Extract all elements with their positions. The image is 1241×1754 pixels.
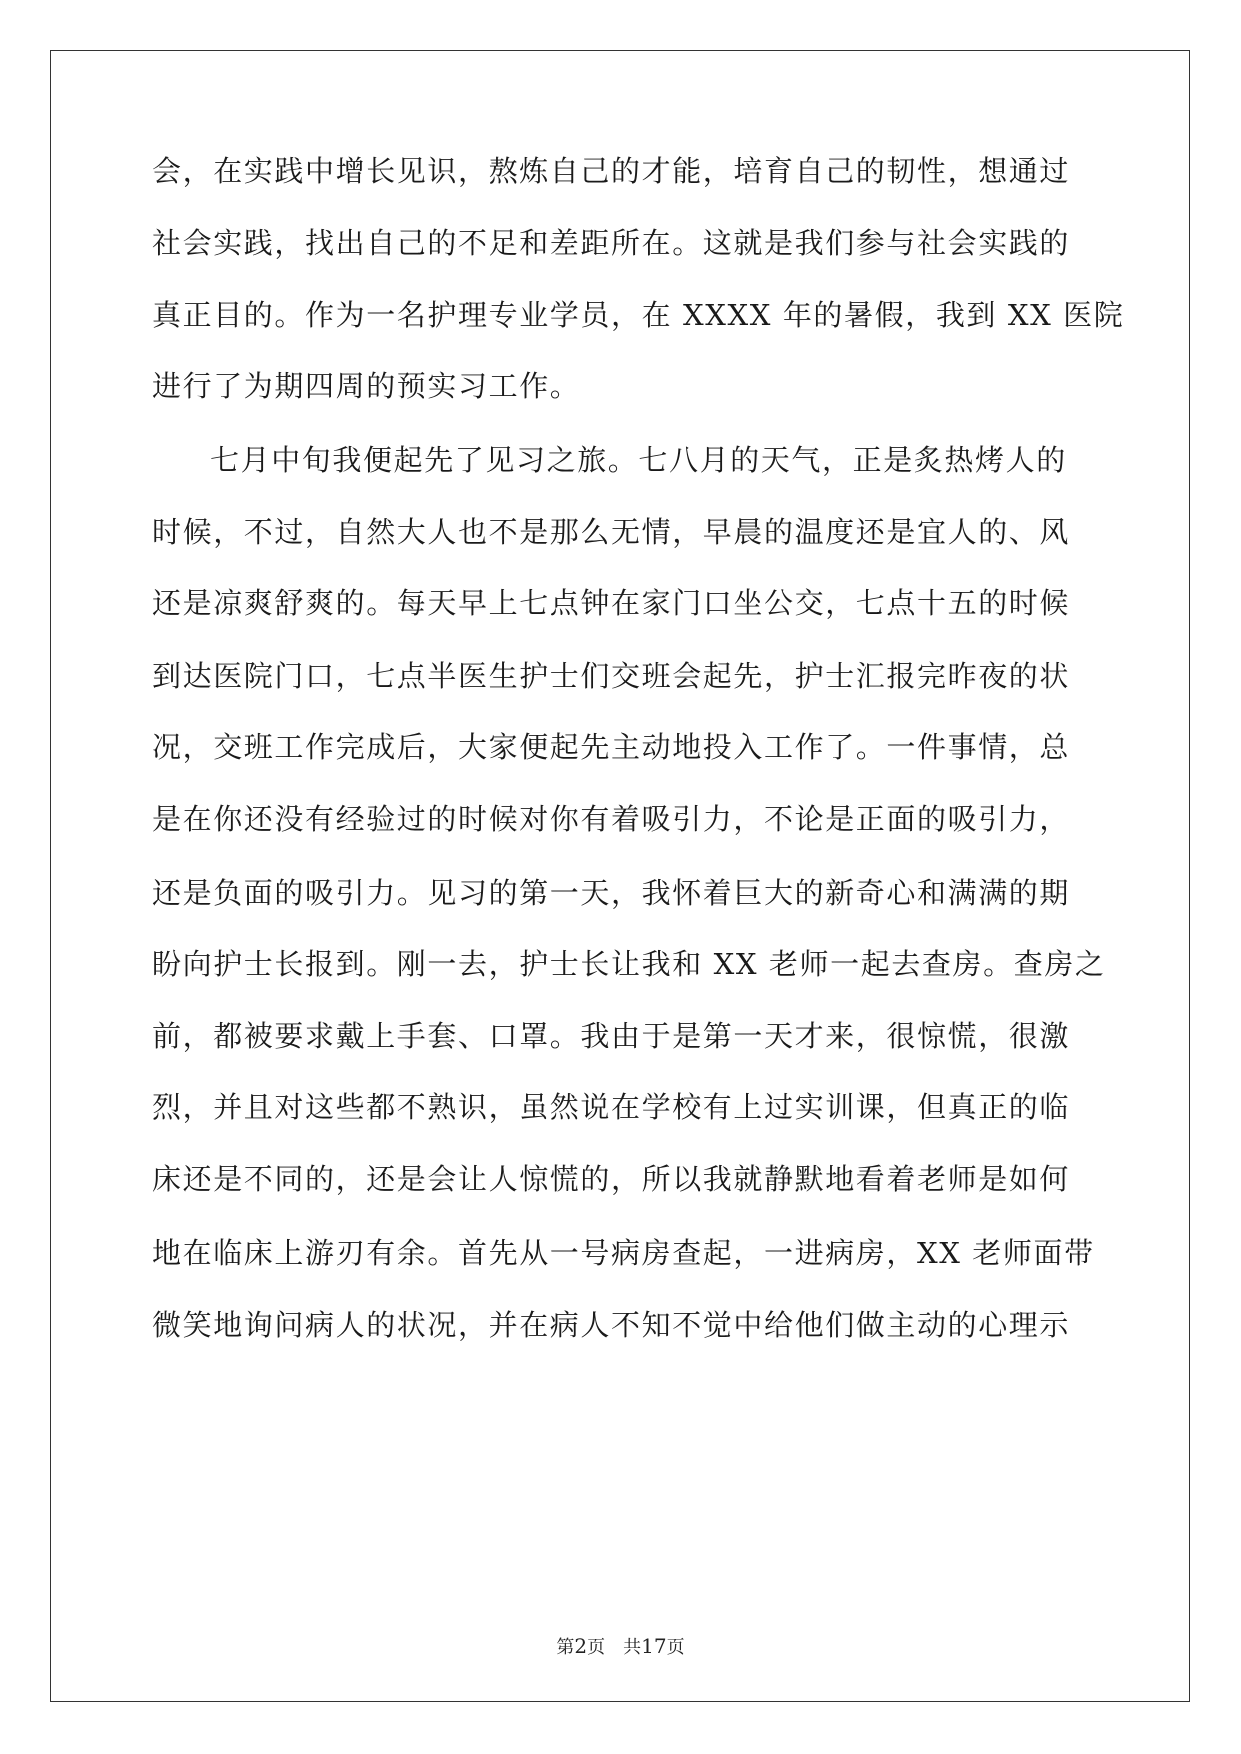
text-line: 到达医院门口，七点半医生护士们交班会起先，护士汇报完昨夜的状 bbox=[152, 659, 1071, 693]
paragraph-first-line: 七月中旬我便起先了见习之旅。七八月的天气，正是炙热烤人的 bbox=[210, 443, 1067, 477]
text-line: 时候，不过，自然大人也不是那么无情，早晨的温度还是宜人的、风 bbox=[152, 515, 1071, 549]
text-line: 前，都被要求戴上手套、口罩。我由于是第一天才来，很惊慌，很激 bbox=[152, 1019, 1071, 1053]
text-line: 社会实践，找出自己的不足和差距所在。这就是我们参与社会实践的 bbox=[152, 226, 1071, 260]
text-line: 进行了为期四周的预实习工作。 bbox=[152, 369, 581, 403]
text-line: 地在临床上游刃有余。首先从一号病房查起，一进病房，XX 老师面带 bbox=[152, 1236, 1095, 1270]
page-footer bbox=[0, 1634, 1241, 1660]
page-prefix: 第 bbox=[556, 1637, 575, 1658]
text-line: 会，在实践中增长见识，熬炼自己的才能，培育自己的韧性，想通过 bbox=[152, 154, 1071, 188]
page-total: 17 bbox=[641, 1634, 667, 1658]
text-line: 还是凉爽舒爽的。每天早上七点钟在家门口坐公交，七点十五的时候 bbox=[152, 586, 1071, 620]
page-number: 2 bbox=[574, 1634, 588, 1658]
text-line: 还是负面的吸引力。见习的第一天，我怀着巨大的新奇心和满满的期 bbox=[152, 876, 1071, 910]
text-line: 真正目的。作为一名护理专业学员，在 XXXX 年的暑假，我到 XX 医院 bbox=[152, 298, 1125, 332]
text-line: 微笑地询问病人的状况，并在病人不知不觉中给他们做主动的心理示 bbox=[152, 1308, 1071, 1342]
text-line: 是在你还没有经验过的时候对你有着吸引力，不论是正面的吸引力， bbox=[152, 802, 1071, 836]
text-line: 况，交班工作完成后，大家便起先主动地投入工作了。一件事情，总 bbox=[152, 730, 1071, 764]
total-prefix: 共 bbox=[623, 1637, 642, 1658]
total-suffix: 页 bbox=[666, 1637, 685, 1658]
text-line: 烈，并且对这些都不熟识，虽然说在学校有上过实训课，但真正的临 bbox=[152, 1090, 1071, 1124]
text-line: 盼向护士长报到。刚一去，护士长让我和 XX 老师一起去查房。查房之 bbox=[152, 947, 1106, 981]
text-line: 床还是不同的，还是会让人惊慌的，所以我就静默地看着老师是如何 bbox=[152, 1162, 1071, 1196]
page-suffix: 页 bbox=[587, 1637, 606, 1658]
